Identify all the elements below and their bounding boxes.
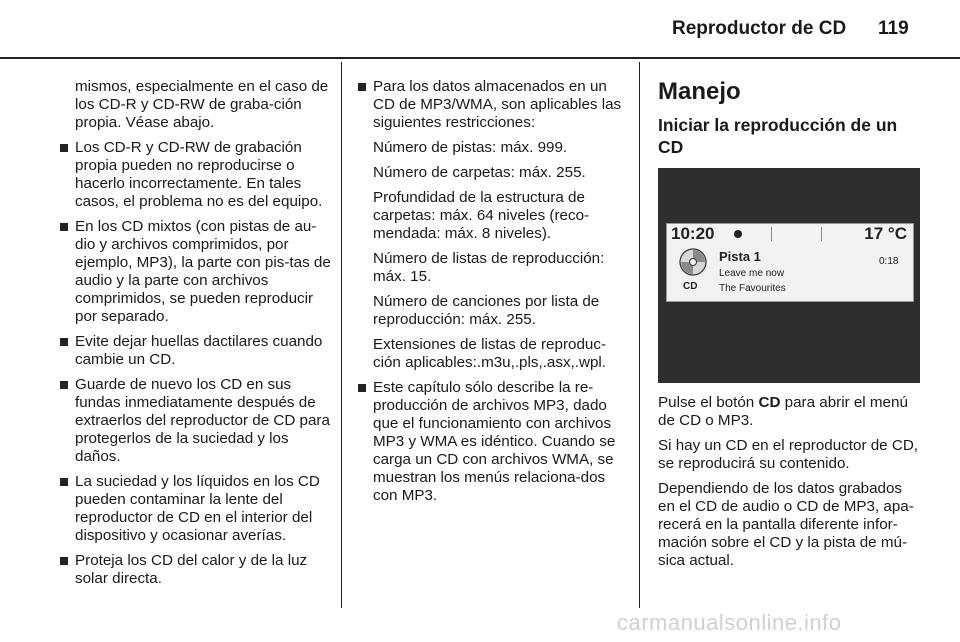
display-clock: 10:20 [671, 224, 715, 243]
status-dot-icon [734, 230, 742, 238]
middle-column [357, 78, 629, 512]
display-divider [771, 227, 772, 241]
bullet-item: Proteja los CD del calor y de la luz solar directa. [59, 552, 331, 588]
restriction-item: Extensiones de listas de reproduc-ción aplicables:.m3u,.pls,.asx,.wpl. [373, 336, 607, 371]
display-track-title: Pista 1 [719, 249, 761, 264]
watermark: carmanualsonline.info [617, 610, 842, 635]
display-artist-name: The Favourites [719, 283, 786, 294]
bullet-item: Los CD-R y CD-RW de grabación propia pueden no reproducirse o hacerlo incorrectamente. En tales casos, el problema no es del equipo. [59, 139, 331, 211]
continuation-text: mismos, especialmente en el caso de los CD-R y CD-RW de graba-ción propia. Véase abajo. [75, 78, 329, 131]
bullet-item: Para los datos almacenados en un CD de MP3/WMA, son aplicables las siguientes restricciones: [357, 78, 629, 132]
section-title: Manejo [658, 78, 741, 105]
bullet-item: Guarde de nuevo los CD en sus fundas inmediatamente después de extraerlos del reproductor de CD para protegerlos de la suciedad y los daños. [59, 376, 331, 466]
instruction-paragraph: Pulse el botón CD para abrir el menú de CD o MP3. [658, 394, 908, 429]
display-divider [821, 227, 822, 241]
instruction-paragraph: Si hay un CD en el reproductor de CD, se reproducirá su contenido. [658, 437, 919, 472]
display-elapsed-time: 0:18 [879, 256, 899, 267]
page-number: 119 [878, 18, 909, 39]
left-column [59, 78, 331, 595]
display-song-name: Leave me now [719, 268, 785, 279]
restriction-item: Número de pistas: máx. 999. [373, 139, 568, 156]
cd-display-illustration [658, 168, 920, 383]
restriction-item: Profundidad de la estructura de carpetas: máx. 64 niveles (reco-mendada: máx. 8 niveles). [373, 189, 590, 242]
column-divider-2 [639, 62, 640, 608]
instruction-paragraph: Dependiendo de los datos grabados en el CD de audio o CD de MP3, apa-recerá en la pantalla diferente infor-mación sobre el CD y la pista de mú-sica actual. [658, 480, 914, 569]
right-column [658, 78, 920, 577]
display-source-label: CD [683, 281, 698, 292]
bullet-item: La suciedad y los líquidos en los CD pueden contaminar la lente del reproductor de CD en el interior del dispositivo y ocasionar averías. [59, 473, 331, 545]
cd-disc-icon [679, 248, 707, 276]
bullet-item: En los CD mixtos (con pistas de au-dio y archivos comprimidos, por ejemplo, MP3), la parte con pis-tas de audio y la parte con archivos comprimidos, se pueden reproducir por separado. [59, 218, 331, 326]
restriction-item: Número de canciones por lista de reproducción: máx. 255. [373, 293, 600, 328]
page-header-title: Reproductor de CD [672, 18, 847, 39]
cd-button-label: CD [758, 394, 781, 411]
column-divider-1 [341, 62, 342, 608]
lcd-screen [666, 223, 914, 302]
subsection-title: Iniciar la reproducción de un CD [658, 115, 898, 157]
bullet-item: Este capítulo sólo describe la re-producción de archivos MP3, dado que el funcionamiento con archivos MP3 y WMA es idéntico. Cuando se carga un CD con archivos WMA, se muestran los menús relaciona-dos con MP3. [357, 379, 629, 505]
restriction-item: Número de listas de reproducción: máx. 15. [373, 250, 605, 285]
restriction-item: Número de carpetas: máx. 255. [373, 164, 586, 181]
display-temperature: 17 °C [864, 224, 907, 243]
bullet-item: Evite dejar huellas dactilares cuando cambie un CD. [59, 333, 331, 369]
header-rule [0, 57, 960, 59]
